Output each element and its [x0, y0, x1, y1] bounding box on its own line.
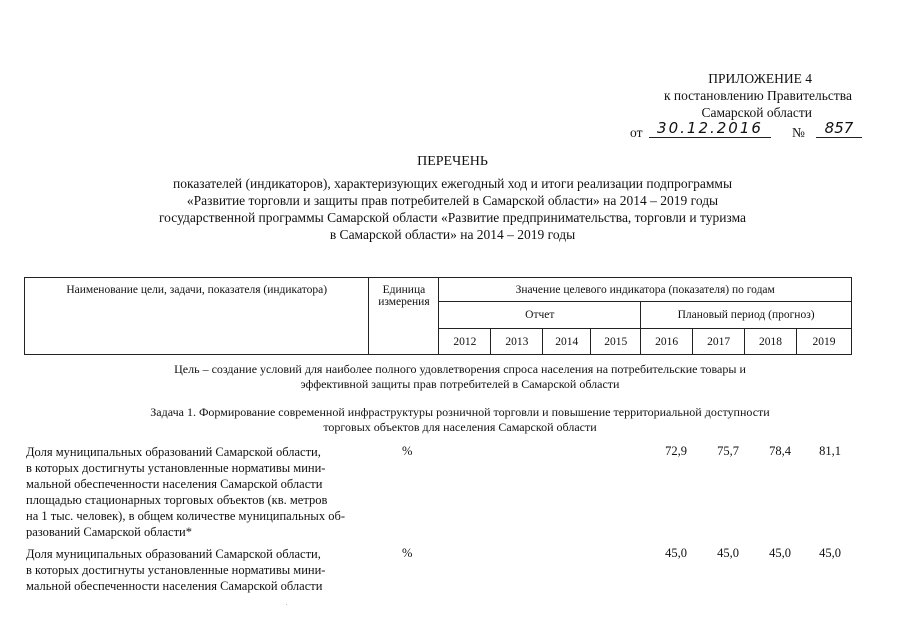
title-line-3: государственной программы Самарской области «Развитие предпринимательства, торговли и туризма — [158, 210, 747, 225]
indicator-row-2-name — [26, 546, 372, 594]
task-line-1: Задача 1. Формирование современной инфраструктуры розничной торговли и повышение территориальной доступности — [150, 405, 770, 419]
indicator-name-line: на 1 тыс. человек), в общем количестве муниципальных об- — [26, 509, 345, 523]
header-year: 2017 — [693, 329, 745, 355]
title-line-1: показателей (индикаторов), характеризующих ежегодный ход и итоги реализации подпрограммы — [172, 176, 733, 191]
number-prefix: № — [792, 125, 805, 140]
indicator-row-1-name — [26, 444, 372, 540]
header-year: 2013 — [491, 329, 543, 355]
header-year: 2012 — [439, 329, 491, 355]
header-year: 2014 — [543, 329, 591, 355]
indicator-name-line: площадью стационарных торговых объектов (кв. метров — [26, 493, 328, 507]
indicator-name-line: Доля муниципальных образований Самарской области, — [26, 547, 321, 561]
indicator-row-1-unit: % — [402, 444, 413, 458]
task-line-2: торговых объектов для населения Самарской области — [323, 420, 597, 434]
indicator-name-line: мальной обеспеченности населения Самарской области — [26, 579, 323, 593]
date-prefix: от — [630, 125, 643, 140]
appendix-date-line — [560, 119, 860, 142]
header-report: Отчет — [439, 302, 641, 329]
value-2019: 81,1 — [819, 444, 841, 458]
header-unit-column — [369, 278, 439, 355]
value-2019: 45,0 — [819, 546, 841, 560]
title-line-4: в Самарской области» на 2014 – 2019 годы — [329, 227, 576, 242]
indicator-name-line: в которых достигнуты установленные нормативы мини- — [26, 563, 326, 577]
header-year: 2016 — [641, 329, 693, 355]
header-year: 2019 — [796, 329, 851, 355]
value-2017: 75,7 — [717, 444, 739, 458]
indicator-name-line: в которых достигнуты установленные нормативы мини- — [26, 461, 326, 475]
indicator-name-line: мальной обеспеченности населения Самарской области — [26, 477, 323, 491]
value-2017: 45,0 — [717, 546, 739, 560]
handwritten-number: 857 — [816, 120, 862, 138]
title-line-2: «Развитие торговли и защиты прав потребителей в Самарской области» на 2014 – 2019 годы — [186, 193, 719, 208]
document-heading: ПЕРЕЧЕНЬ — [417, 154, 488, 169]
indicator-row-2-unit: % — [402, 546, 413, 560]
appendix-region: Самарской области — [701, 105, 812, 120]
value-2018: 45,0 — [769, 546, 791, 560]
header-name-column: Наименование цели, задачи, показателя (индикатора) — [25, 278, 369, 355]
handwritten-date: 30.12.2016 — [649, 120, 771, 138]
header-unit-line-1: Единица — [382, 284, 426, 296]
goal-line-2: эффективной защиты прав потребителей в Самарской области — [300, 377, 620, 391]
appendix-resolution: к постановлению Правительства — [663, 88, 852, 103]
value-2016: 72,9 — [665, 444, 687, 458]
indicator-table-header — [24, 277, 852, 355]
header-year: 2015 — [591, 329, 641, 355]
indicator-name-line: Доля муниципальных образований Самарской области, — [26, 445, 321, 459]
header-unit-line-2: измерения — [378, 296, 430, 308]
value-2016: 45,0 — [665, 546, 687, 560]
appendix-block — [560, 70, 860, 142]
header-year: 2018 — [745, 329, 797, 355]
header-values-group: Значение целевого индикатора (показателя) по годам — [439, 278, 852, 302]
appendix-title: ПРИЛОЖЕНИЕ 4 — [708, 71, 812, 86]
value-2018: 78,4 — [769, 444, 791, 458]
goal-line-1: Цель – создание условий для наиболее полного удовлетворения спроса населения на потребительские товары и — [174, 362, 746, 376]
scan-speck — [286, 604, 287, 605]
header-forecast: Плановый период (прогноз) — [641, 302, 852, 329]
indicator-name-line: разований Самарской области* — [26, 525, 192, 539]
